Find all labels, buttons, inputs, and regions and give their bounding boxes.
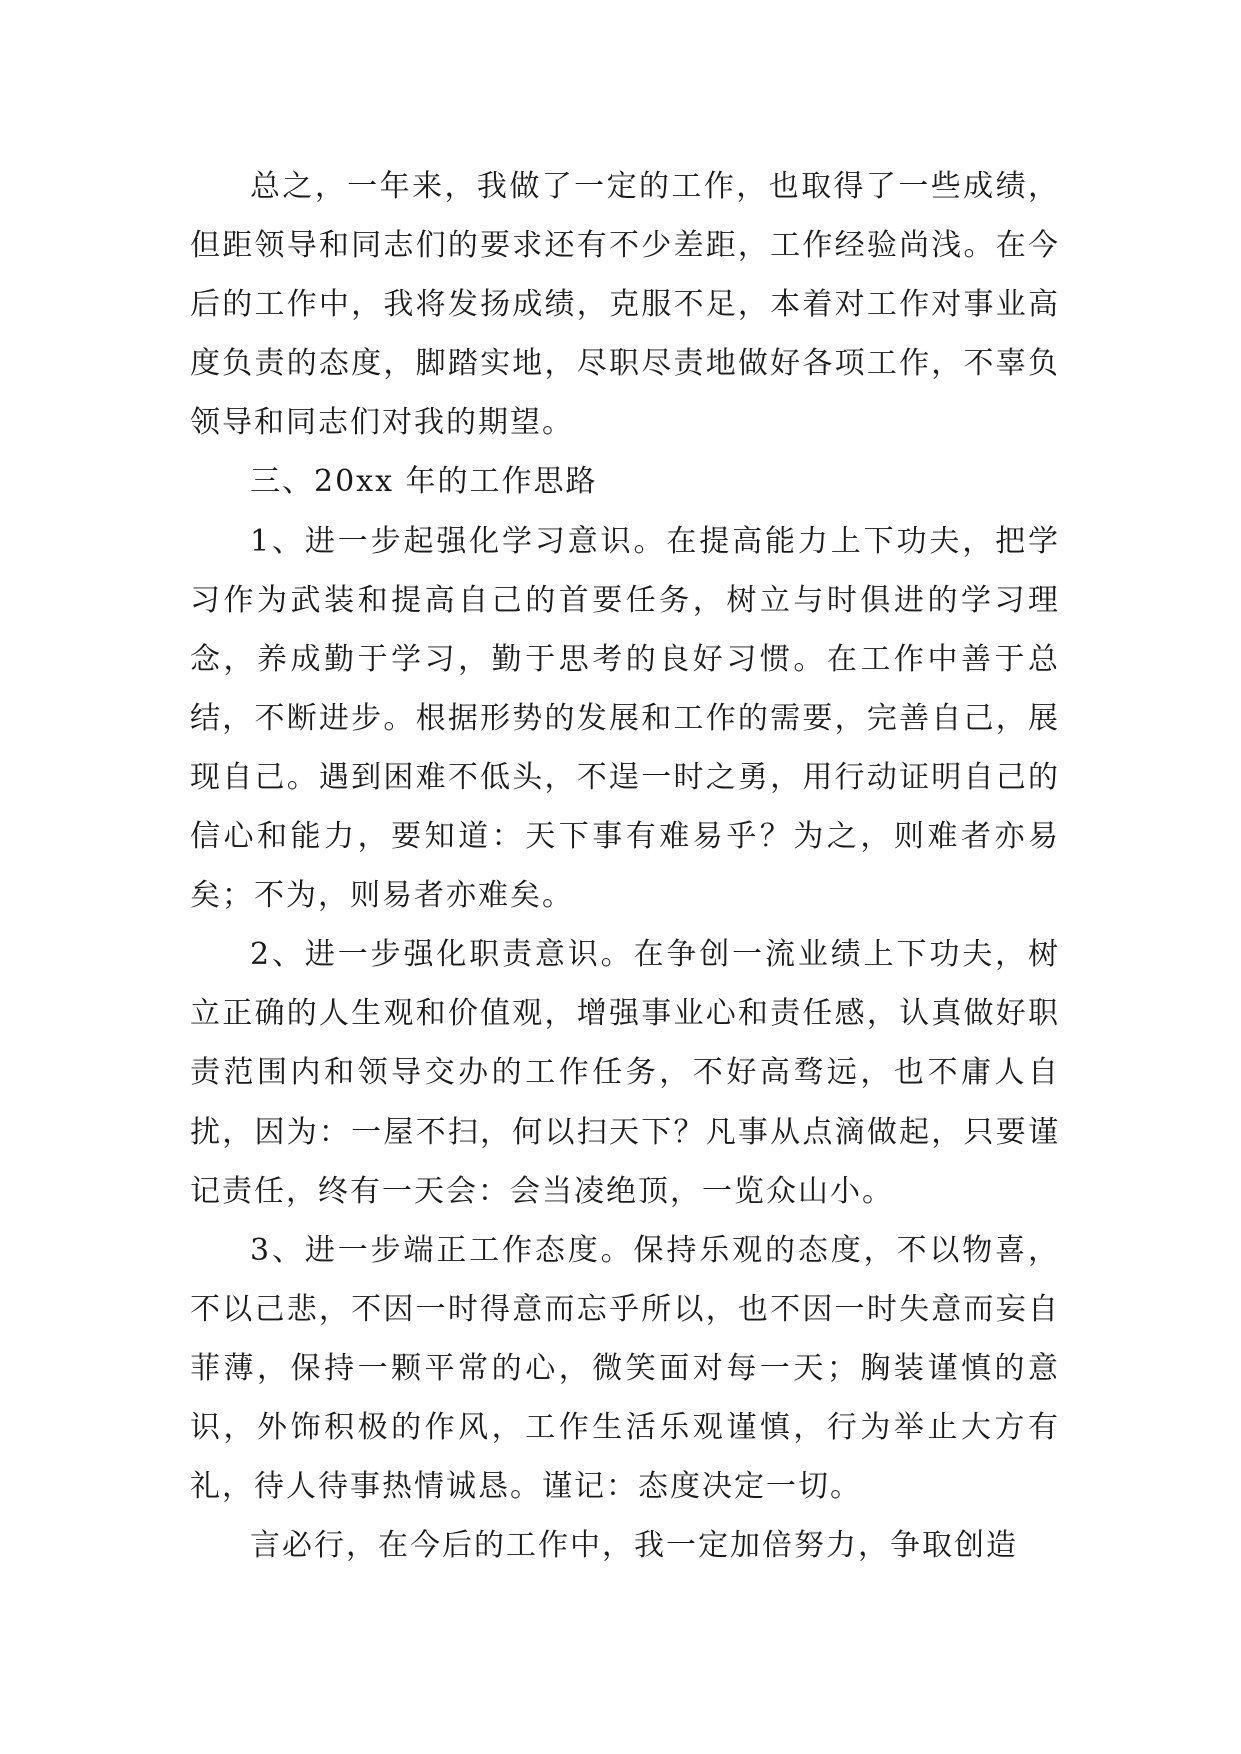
paragraph-item-2: 2、进一步强化职责意识。在争创一流业绩上下功夫，树立正确的人生观和价值观，增强事业心和责任感，认真做好职责范围内和领导交办的工作任务，不好高骛远，也不庸人自扰，因为：一屋不扫，何以扫天下？凡事从点滴做起，只要谨记责任，终有一天会：会当凌绝顶，一览众山小。 [190,937,1060,1209]
paragraph-item-3: 3、进一步端正工作态度。保持乐观的态度，不以物喜，不以己悲，不因一时得意而忘乎所以，也不因一时失意而妄自菲薄，保持一颗平常的心，微笑面对每一天；胸装谨慎的意识，外饰积极的作风，工作生活乐观谨慎，行为举止大方有礼，待人待事热情诚恳。谨记：态度决定一切。 [190,1232,1060,1505]
section-heading: 三、20xx 年的工作思路 [250,464,598,500]
paragraph-summary: 总之，一年来，我做了一定的工作，也取得了一些成绩，但距领导和同志们的要求还有不少差距，工作经验尚浅。在今后的工作中，我将发扬成绩，克服不足，本着对工作对事业高度负责的态度，脚踏实地，尽职尽责地做好各项工作，不辜负领导和同志们对我的期望。 [190,169,1060,441]
paragraph-closing: 言必行，在今后的工作中，我一定加倍努力，争取创造 [250,1528,1018,1564]
paragraph-item-1: 1、进一步起强化学习意识。在提高能力上下功夫，把学习作为武装和提高自己的首要任务，树立与时俱进的学习理念，养成勤于学习，勤于思考的良好习惯。在工作中善于总结，不断进步。根据形势的发展和工作的需要，完善自己，展现自己。遇到困难不低头，不逞一时之勇，用行动证明自己的信心和能力，要知道：天下事有难易乎？为之，则难者亦易矣；不为，则易者亦难矣。 [190,523,1060,914]
document-body [190,157,1060,1575]
